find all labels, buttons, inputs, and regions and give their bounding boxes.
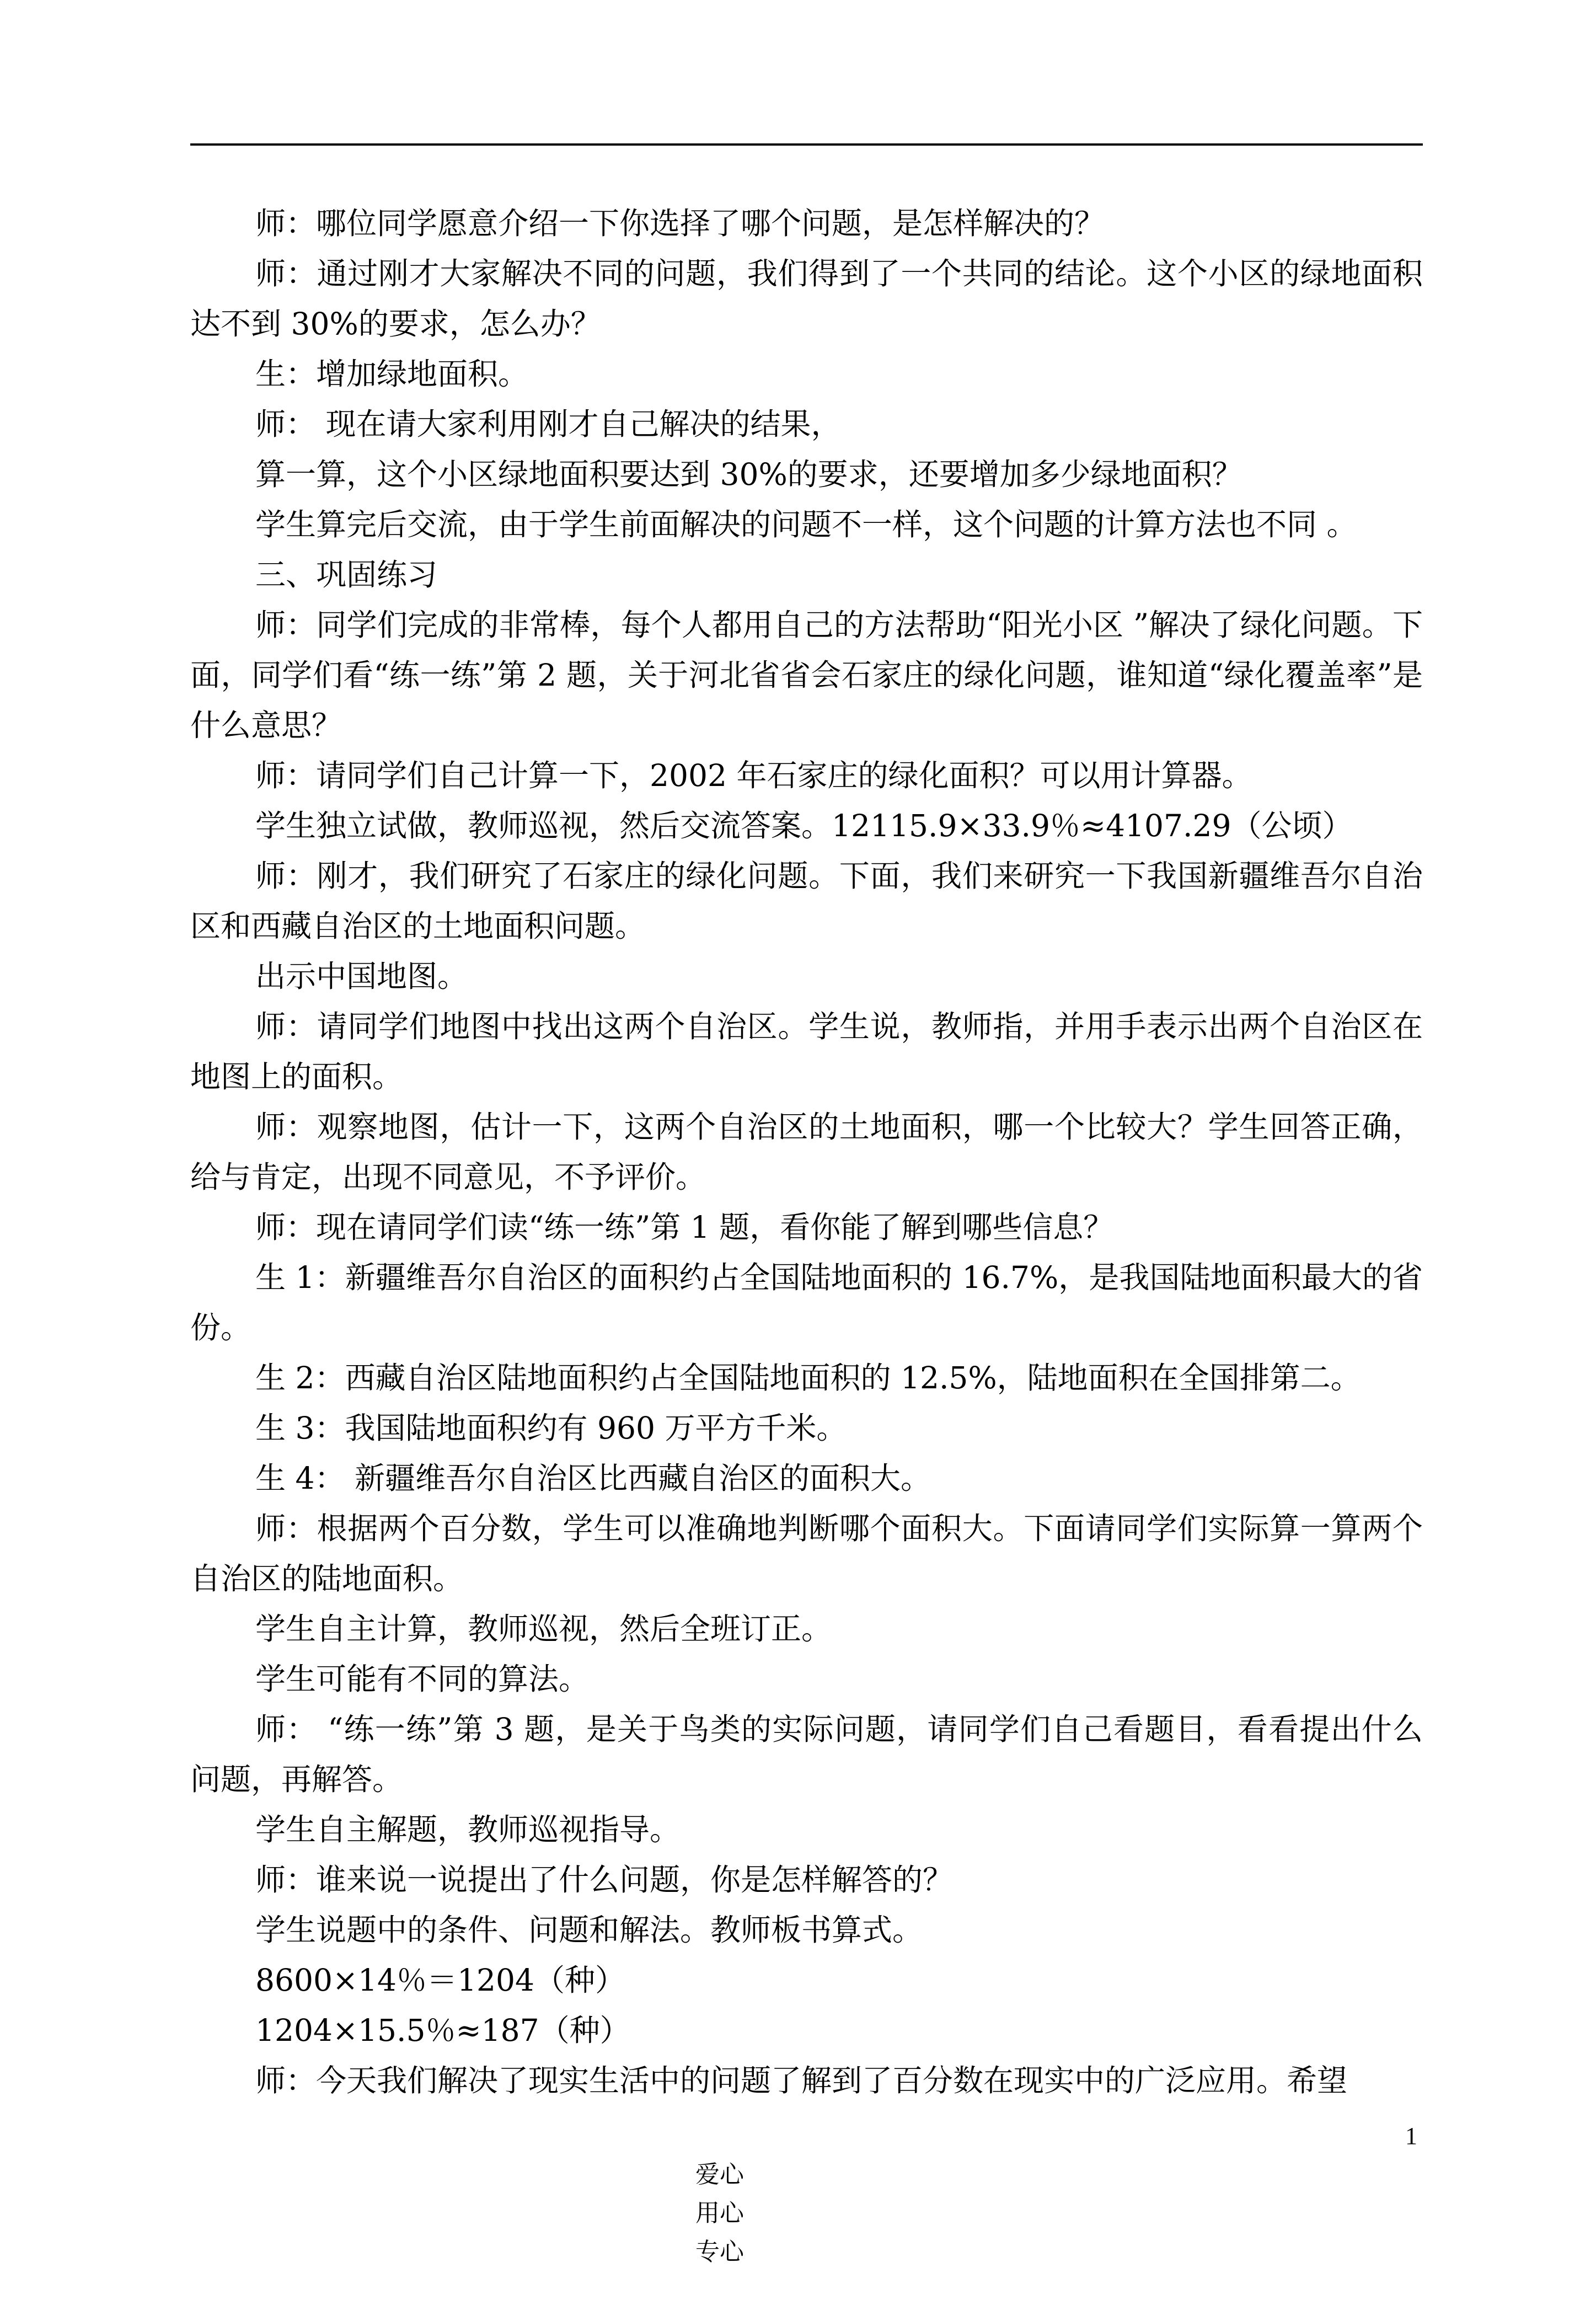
paragraph: 生 1：新疆维吾尔自治区的面积约占全国陆地面积的 16.7%，是我国陆地面积最大的省份。 (190, 1260, 1423, 1345)
paragraph: 学生独立试做，教师巡视，然后交流答案。12115.9×33.9％≈4107.29（公顷） (255, 808, 1353, 843)
paragraph: 师：同学们完成的非常棒，每个人都用自己的方法帮助“阳光小区 ”解决了绿化问题。下面，同学们看“练一练”第 2 题，关于河北省省会石家庄的绿化问题，谁知道“绿化覆盖率”是什么意思？ (190, 607, 1423, 743)
formula-line: 1204×15.5％≈187（种） (255, 2013, 630, 2048)
footer-motto: 爱心 (695, 2161, 744, 2189)
paragraph: 学生自主解题，教师巡视指导。 (255, 1812, 681, 1847)
formula-line: 8600×14％＝1204（种） (255, 1963, 626, 1998)
paragraph: 学生说题中的条件、问题和解法。教师板书算式。 (255, 1912, 923, 1948)
paragraph: 学生可能有不同的算法。 (255, 1661, 590, 1697)
paragraph: 出示中国地图。 (255, 959, 468, 994)
paragraph: 师： 现在请大家利用刚才自己解决的结果， (255, 407, 842, 442)
document-body (190, 199, 1423, 2106)
paragraph: 生 4： 新疆维吾尔自治区比西藏自治区的面积大。 (255, 1461, 931, 1496)
paragraph: 生 3：我国陆地面积约有 960 万平方千米。 (255, 1410, 847, 1446)
paragraph: 生：增加绿地面积。 (255, 356, 529, 392)
paragraph: 师：谁来说一说提出了什么问题，你是怎样解答的？ (255, 1862, 954, 1897)
footer-motto: 专心 (695, 2238, 744, 2266)
paragraph: 师： “练一练”第 3 题，是关于鸟类的实际问题，请同学们自己看题目，看看提出什么问题，再解答。 (190, 1712, 1423, 1797)
paragraph: 师：观察地图，估计一下，这两个自治区的土地面积，哪一个比较大？学生回答正确，给与肯定，出现不同意见，不予评价。 (190, 1109, 1423, 1195)
footer-mottos (665, 2117, 796, 2310)
paragraph: 师：通过刚才大家解决不同的问题，我们得到了一个共同的结论。这个小区的绿地面积达不到 30%的要求，怎么办？ (190, 256, 1423, 341)
paragraph: 师：哪位同学愿意介绍一下你选择了哪个问题，是怎样解决的？ (255, 206, 1105, 241)
footer-motto: 用心 (695, 2199, 744, 2227)
section-heading: 三、巩固练习 (255, 557, 438, 592)
page-number: 1 (1405, 2122, 1417, 2149)
page-footer (0, 2117, 1596, 2266)
paragraph: 学生算完后交流，由于学生前面解决的问题不一样，这个问题的计算方法也不同 。 (255, 507, 1357, 542)
paragraph: 师：现在请同学们读“练一练”第 1 题，看你能了解到哪些信息？ (255, 1210, 1114, 1245)
paragraph: 师：今天我们解决了现实生活中的问题了解到了百分数在现实中的广泛应用。希望 (255, 2063, 1348, 2098)
paragraph: 生 2：西藏自治区陆地面积约占全国陆地面积的 12.5%，陆地面积在全国排第二。 (255, 1360, 1361, 1395)
paragraph: 师：刚才，我们研究了石家庄的绿化问题。下面，我们来研究一下我国新疆维吾尔自治区和西藏自治区的土地面积问题。 (190, 858, 1423, 944)
paragraph: 学生自主计算，教师巡视，然后全班订正。 (255, 1611, 832, 1646)
paragraph: 师：根据两个百分数，学生可以准确地判断哪个面积大。下面请同学们实际算一算两个自治区的陆地面积。 (190, 1511, 1423, 1596)
header-rule (190, 143, 1423, 146)
paragraph: 师：请同学们地图中找出这两个自治区。学生说，教师指，并用手表示出两个自治区在地图上的面积。 (190, 1009, 1423, 1094)
paragraph: 算一算，这个小区绿地面积要达到 30%的要求，还要增加多少绿地面积？ (255, 457, 1242, 492)
paragraph: 师：请同学们自己计算一下，2002 年石家庄的绿化面积？可以用计算器。 (255, 758, 1252, 793)
